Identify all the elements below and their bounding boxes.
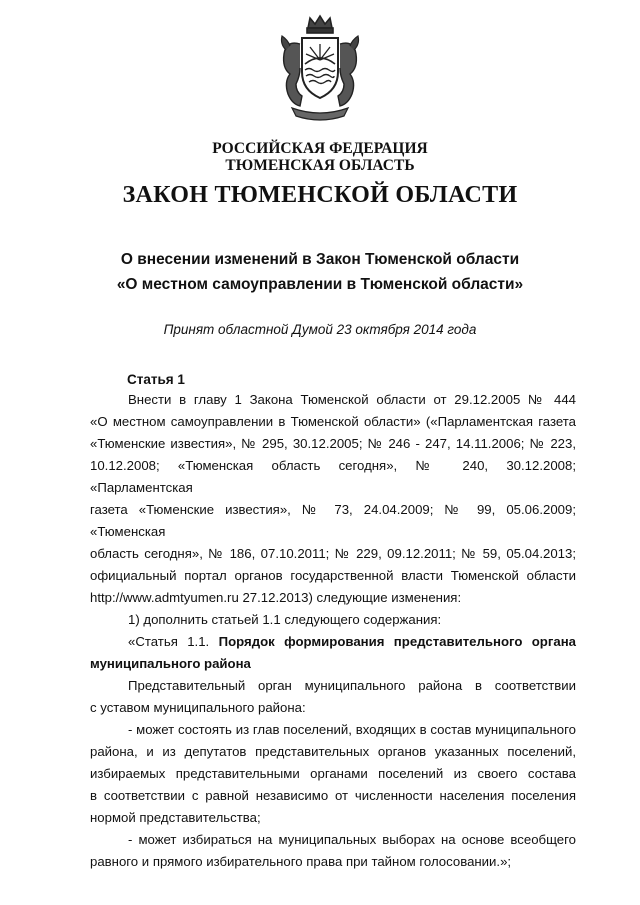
paragraph-line: - может состоять из глав поселений, входящих в состав муниципального [128,722,576,737]
region-heading: ТЮМЕНСКАЯ ОБЛАСТЬ [225,157,415,174]
paragraph-line: Представительный орган муниципального района в соответствии [128,678,576,693]
paragraph-line: равного и прямого избирательного права при тайном голосовании.»; [90,854,512,869]
paragraph-3 [90,631,576,675]
article-number: «Статья 1.1. [128,634,210,649]
country-heading: РОССИЙСКАЯ ФЕДЕРАЦИЯ [212,140,428,157]
paragraph-line: газета «Тюменские известия», № 73, 24.04.2009; № 99, 05.06.2009; «Тюменская [90,502,576,539]
article-title: Порядок формирования представительного органа [218,634,576,649]
document-type-heading: ЗАКОН ТЮМЕНСКОЙ ОБЛАСТИ [122,182,518,208]
paragraph-line: 1) дополнить статьей 1.1 следующего содержания: [128,612,442,627]
paragraph-line [90,631,576,653]
law-title-line-2: «О местном самоуправлении в Тюменской области» [116,276,524,293]
paragraph-line: - может избираться на муниципальных выборах на основе всеобщего [128,832,576,847]
paragraph-line: официальный портал органов государственной власти Тюменской области [90,568,576,583]
paragraph-line: http://www.admtyumen.ru 27.12.2013) следующие изменения: [90,590,462,605]
paragraph-line [90,653,576,675]
paragraph-line: «О местном самоуправлении в Тюменской области» («Парламентская газета [90,414,576,429]
paragraph-line: 10.12.2008; «Тюменская область сегодня», № 240, 30.12.2008; «Парламентская [90,458,576,495]
paragraph-line: района, и из депутатов представительных органов указанных поселений, [90,744,576,759]
article-body [90,389,576,873]
article-heading: Статья 1 [127,372,185,387]
paragraph-line: с уставом муниципального района: [90,700,306,715]
paragraph-2 [90,609,576,631]
paragraph-line: избираемых представительными органами поселений из своего состава [90,766,576,781]
paragraph-line: область сегодня», № 186, 07.10.2011; № 229, 09.12.2011; № 59, 05.04.2013; [90,546,576,561]
paragraph-1 [90,389,576,609]
paragraph-6 [90,829,576,873]
paragraph-line: Внести в главу 1 Закона Тюменской области от 29.12.2005 № 444 [128,392,576,407]
article-title-continued: муниципального района [90,656,251,671]
coat-of-arms-icon [272,14,368,126]
adoption-date: Принят областной Думой 23 октября 2014 года [163,322,477,337]
paragraph-5 [90,719,576,829]
paragraph-line: нормой представительства; [90,810,261,825]
law-title-line-1: О внесении изменений в Закон Тюменской области [120,251,520,268]
paragraph-line: «Тюменские известия», № 295, 30.12.2005; № 246 - 247, 14.11.2006; № 223, [90,436,576,451]
paragraph-4 [90,675,576,719]
paragraph-line: в соответствии с равной независимо от численности населения поселения [90,788,576,803]
